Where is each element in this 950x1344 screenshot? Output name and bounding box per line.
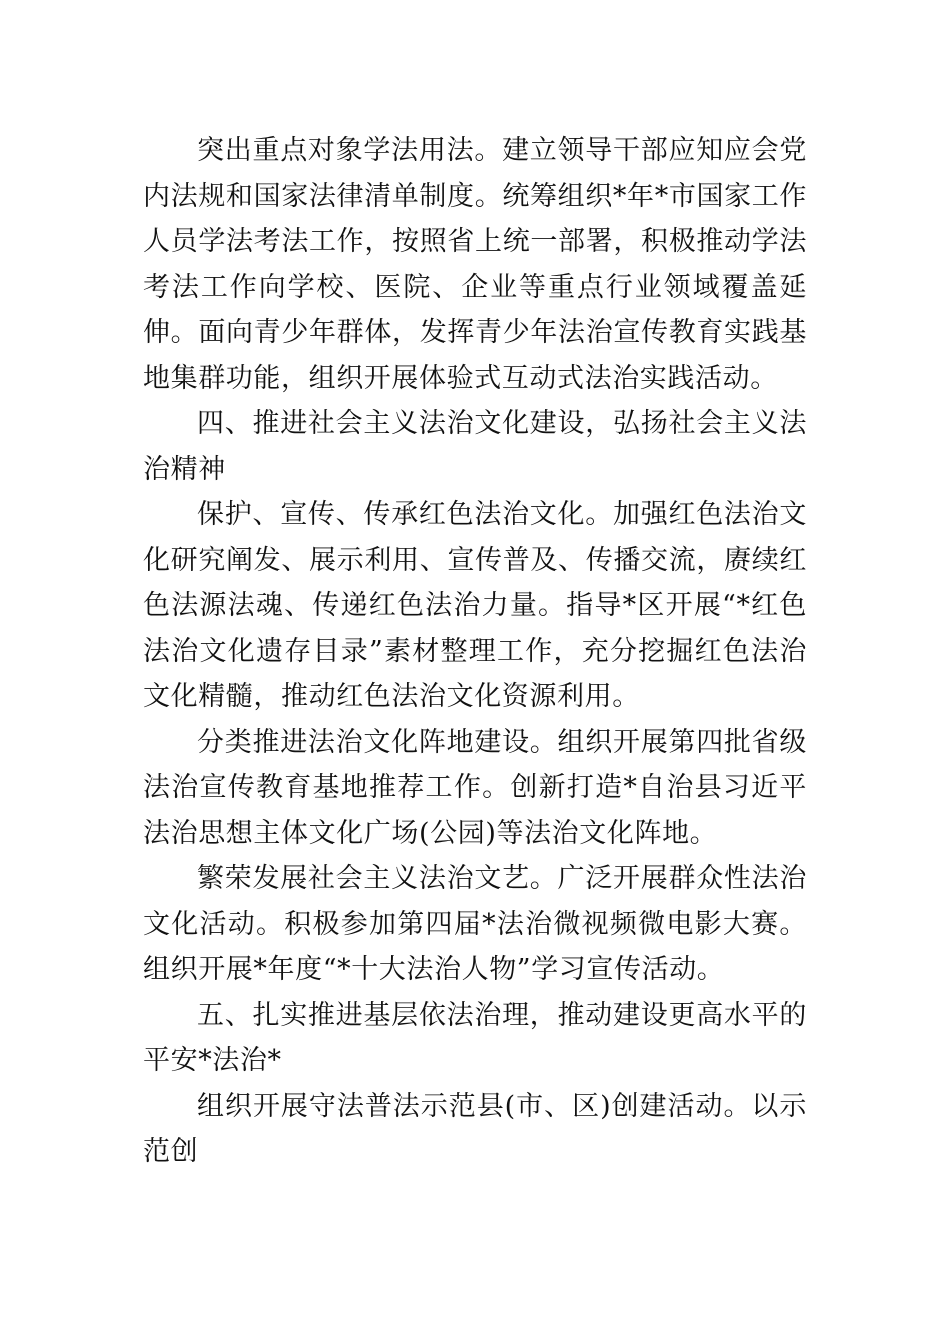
paragraph-culture-positions: 分类推进法治文化阵地建设。组织开展第四批省级法治宣传教育基地推荐工作。创新打造*自治县习近平法治思想主体文化广场(公园)等法治文化阵地。 (143, 726, 807, 849)
paragraph-demonstration-counties: 组织开展守法普法示范县(市、区)创建活动。以示范创 (143, 1090, 807, 1167)
document-body (143, 128, 807, 1175)
section-heading-4: 四、推进社会主义法治文化建设，弘扬社会主义法治精神 (143, 408, 807, 485)
section-heading-5: 五、扎实推进基层依法治理，推动建设更高水平的平安*法治* (143, 999, 807, 1076)
paragraph-red-culture: 保护、宣传、传承红色法治文化。加强红色法治文化研究阐发、展示利用、宣传普及、传播交流，赓续红色法源法魂、传递红色法治力量。指导*区开展“*红色法治文化遗存目录”素材整理工作，充分挖掘红色法治文化精髓，推动红色法治文化资源利用。 (143, 499, 807, 712)
paragraph-legal-arts: 繁荣发展社会主义法治文艺。广泛开展群众性法治文化活动。积极参加第四届*法治微视频微电影大赛。组织开展*年度“*十大法治人物”学习宣传活动。 (143, 863, 807, 985)
paragraph-key-targets: 突出重点对象学法用法。建立领导干部应知应会党内法规和国家法律清单制度。统筹组织*年*市国家工作人员学法考法工作，按照省上统一部署，积极推动学法考法工作向学校、医院、企业等重点行业领域覆盖延伸。面向青少年群体，发挥青少年法治宣传教育实践基地集群功能，组织开展体验式互动式法治实践活动。 (143, 135, 807, 394)
